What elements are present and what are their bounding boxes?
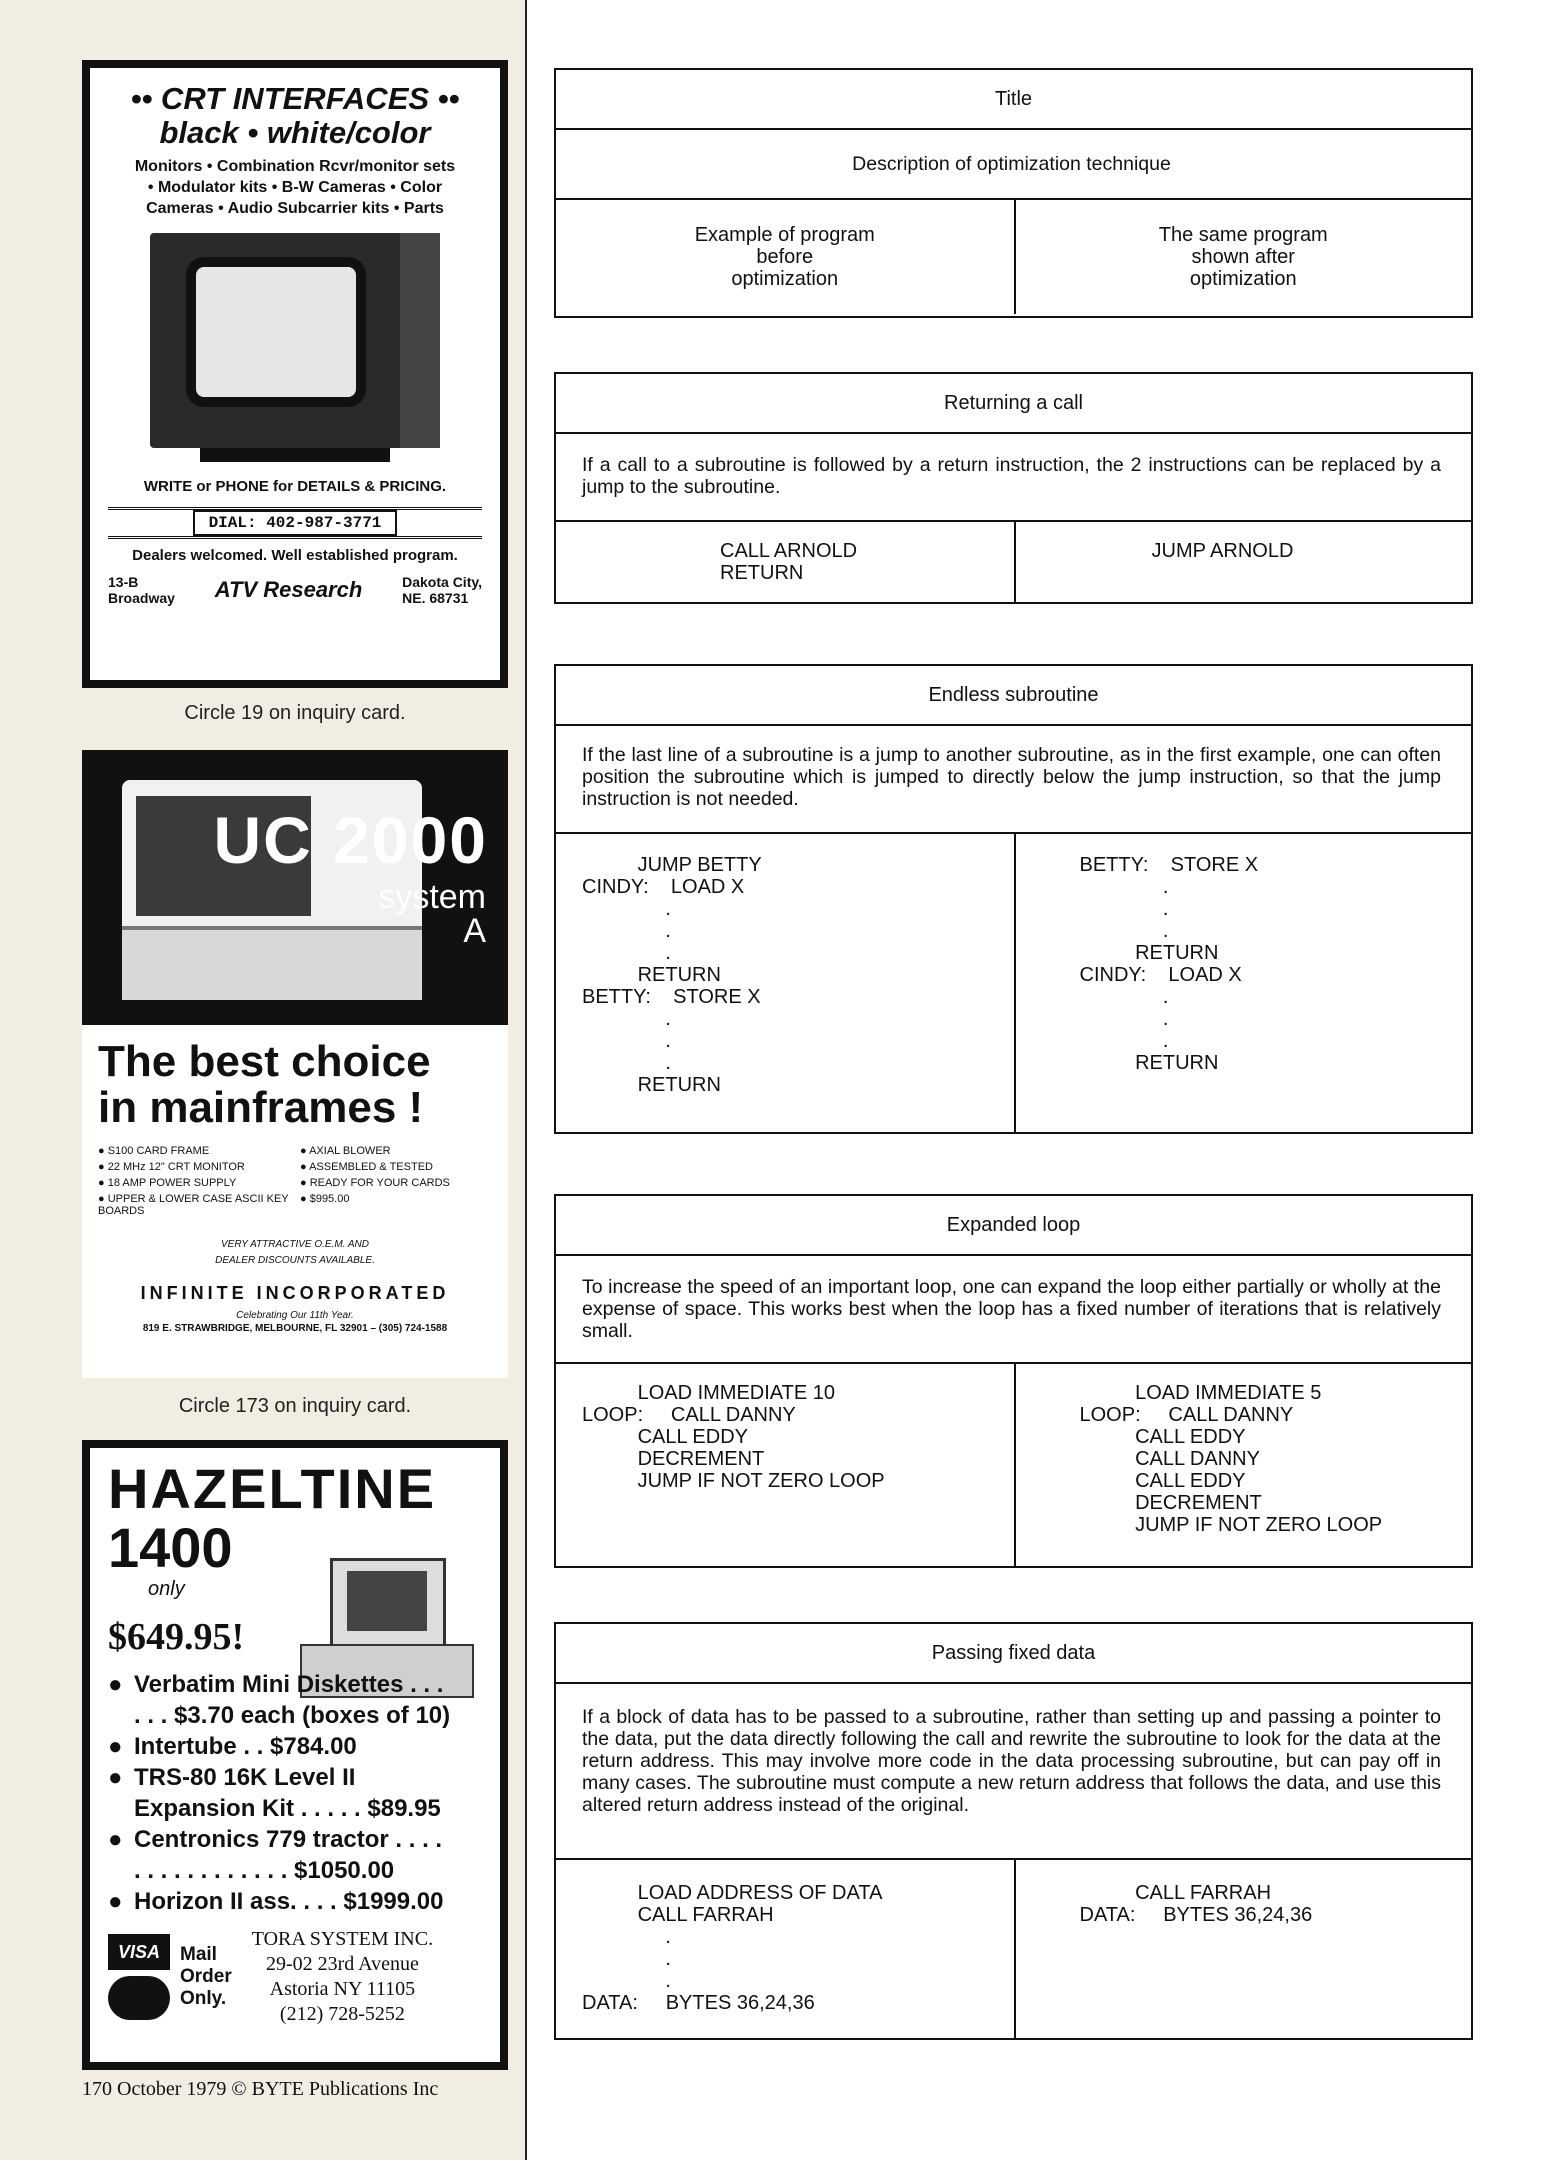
before-code: Example of program before optimization [694,224,875,290]
tora-address: TORA SYSTEM INC. 29-02 23rd Avenue Astoria NY 11105 (212) 728-5252 [251,1928,434,2025]
hazeltine-ad: HAZELTINE 1400 only $649.95! ● Verbatim Mini Diskettes . . . . . . $3.70 each (boxes of 10) ● Intertube . . $784.00 ● TRS-80 16K Level II Expansion Kit . . . . . $89.95 ● Centronics 779 tractor . . . . . . . . . . . . . . . . $1050.00 ● Horizon II ass. . . . $1999.00 VISA Mail Order Only. TORA SYSTEM INC. 29-02 23rd Avenue Astoria NY 11105 (212) 728-5252 [82,1440,508,2070]
ad-product-list: Monitors • Combination Rcvr/monitor sets • Modulator kits • B-W Cameras • Color Cameras • Audio Subcarrier kits • Parts [134,158,456,217]
list-item: ● Centronics 779 tractor . . . . . . . . . . . . . . . . $1050.00 [108,1824,482,1886]
mastercharge-logo [108,1976,170,2020]
list-item: ● Intertube . . $784.00 [108,1731,482,1762]
ad-dial-bar: DIAL: 402-987-3771 [108,507,482,539]
box-description: If a block of data has to be passed to a subroutine, rather than setting up and passing a pointer to the data, put the data directly following the call and rewrite the subroutine to look for the data at the return address. This may involve more code in the data processing subroutine, but can pay off in many cases. The subroutine must compute a new return address that follows the data, and use this altered return address instead of the original. [556,1684,1471,1860]
box-description: If the last line of a subroutine is a jump to another subroutine, as in the first example, one can often position the subroutine which is jumped to directly below the jump instruction, so that the jump instruction is not needed. [556,726,1471,834]
ad-headline-sub: black • white/color [159,115,431,150]
box-title: Title [556,70,1471,130]
after-code: LOAD IMMEDIATE 5 LOOP: CALL DANNY CALL EDDY CALL DANNY CALL EDDY DECREMENT JUMP IF NOT ZERO LOOP [1014,1364,1472,1568]
technique-box-template [554,68,1473,318]
atv-research-ad [82,60,508,688]
box-title: Passing fixed data [556,1624,1471,1684]
ad-price: $649.95! [108,1616,245,1658]
after-code: JUMP ARNOLD [1014,522,1472,604]
box-title: Expanded loop [556,1196,1471,1256]
box-title: Endless subroutine [556,666,1471,726]
technique-box-passing-fixed-data [554,1622,1473,2040]
after-code: CALL FARRAH DATA: BYTES 36,24,36 [1014,1860,1472,2040]
before-code: LOAD ADDRESS OF DATA CALL FARRAH . . . DATA: BYTES 36,24,36 [582,1882,883,2014]
advertisement-column [0,0,527,2160]
list-item: ● Verbatim Mini Diskettes . . . . . . $3.70 each (boxes of 10) [108,1669,482,1731]
before-code: LOAD IMMEDIATE 10 LOOP: CALL DANNY CALL EDDY DECREMENT JUMP IF NOT ZERO LOOP [582,1382,885,1492]
ad-headline: HAZELTINE [108,1457,437,1520]
box-description: If a call to a subroutine is followed by a return instruction, the 2 instructions can be replaced by a jump to the subroutine. [556,434,1471,522]
ad-caption: Circle 19 on inquiry card. [184,702,406,724]
box-description: To increase the speed of an important loop, one can expand the loop either partially or wholly at the expense of space. This works best when the loop has a fixed number of iterations that is relatively small. [556,1256,1471,1364]
visa-logo: VISA [108,1934,170,1970]
box-title: Returning a call [556,374,1471,434]
ad-headline: The best choice in mainframes ! [98,1037,431,1132]
discount-note: VERY ATTRACTIVE O.E.M. AND DEALER DISCOUNTS AVAILABLE. [215,1239,375,1266]
mail-order-note: Mail Order Only. [180,1944,232,2009]
tv-monitor-image [150,233,440,448]
box-description: Description of optimization technique [556,130,1471,200]
infinite-ad: UC 2000 system A The best choice in mainframes ! ● S100 CARD FRAME ● AXIAL BLOWER ● 22 MHz 12" CRT MONITOR ● ASSEMBLED & TESTED ● 18 AMP POWER SUPPLY ● READY FOR YOUR CARDS ● UPPER & LOWER CASE ASCII KEY BOARDS ● $995.00 VERY ATTRACTIVE O.E.M. AND DEALER DISCOUNTS AVAILABLE. INFINITE INCORPORATED Celebrating Our 11th Year. 819 E. STRAWBRIDGE, MELBOURNE, FL 32901 – (305) 724-1588 [82,750,508,1378]
ad-address-row: 13-B Broadway ATV Research Dakota City, NE. 68731 [108,574,482,606]
uc2000-logo: UC 2000 [213,803,488,877]
after-code: The same program shown after optimization [1014,200,1472,314]
technique-box-endless-subroutine [554,664,1473,1134]
ad-headline: •• CRT INTERFACES •• [130,81,460,116]
list-item: ● Horizon II ass. . . . $1999.00 [108,1886,482,1917]
technique-box-returning-call [554,372,1473,604]
technique-box-expanded-loop [554,1194,1473,1568]
ad-model: 1400 [108,1516,233,1579]
company-address: 819 E. STRAWBRIDGE, MELBOURNE, FL 32901 – (305) 724-1588 [142,1323,448,1334]
feature-list: ● S100 CARD FRAME ● AXIAL BLOWER ● 22 MHz 12" CRT MONITOR ● ASSEMBLED & TESTED ● 18 AMP POWER SUPPLY ● READY FOR YOUR CARDS ● UPPER & LOWER CASE ASCII KEY BOARDS ● $995.00 [98,1145,492,1217]
atv-logo: ATV Research [214,577,363,602]
ad-write-line: WRITE or PHONE for DETAILS & PRICING. [143,478,447,495]
before-code: CALL ARNOLD RETURN [720,540,858,584]
page-footer: 170 October 1979 © BYTE Publications Inc [82,2078,439,2100]
ad-dealers-line: Dealers welcomed. Well established program. [132,547,458,564]
before-code: JUMP BETTY CINDY: LOAD X . . . RETURN BETTY: STORE X . . . RETURN [582,854,762,1096]
company-name: INFINITE INCORPORATED [140,1283,450,1303]
ad-caption: Circle 173 on inquiry card. [178,1395,412,1417]
price-list [108,1669,482,1917]
list-item: ● TRS-80 16K Level II Expansion Kit . . . . . $89.95 [108,1762,482,1824]
after-code: BETTY: STORE X . . . RETURN CINDY: LOAD X . . . RETURN [1014,834,1472,1134]
